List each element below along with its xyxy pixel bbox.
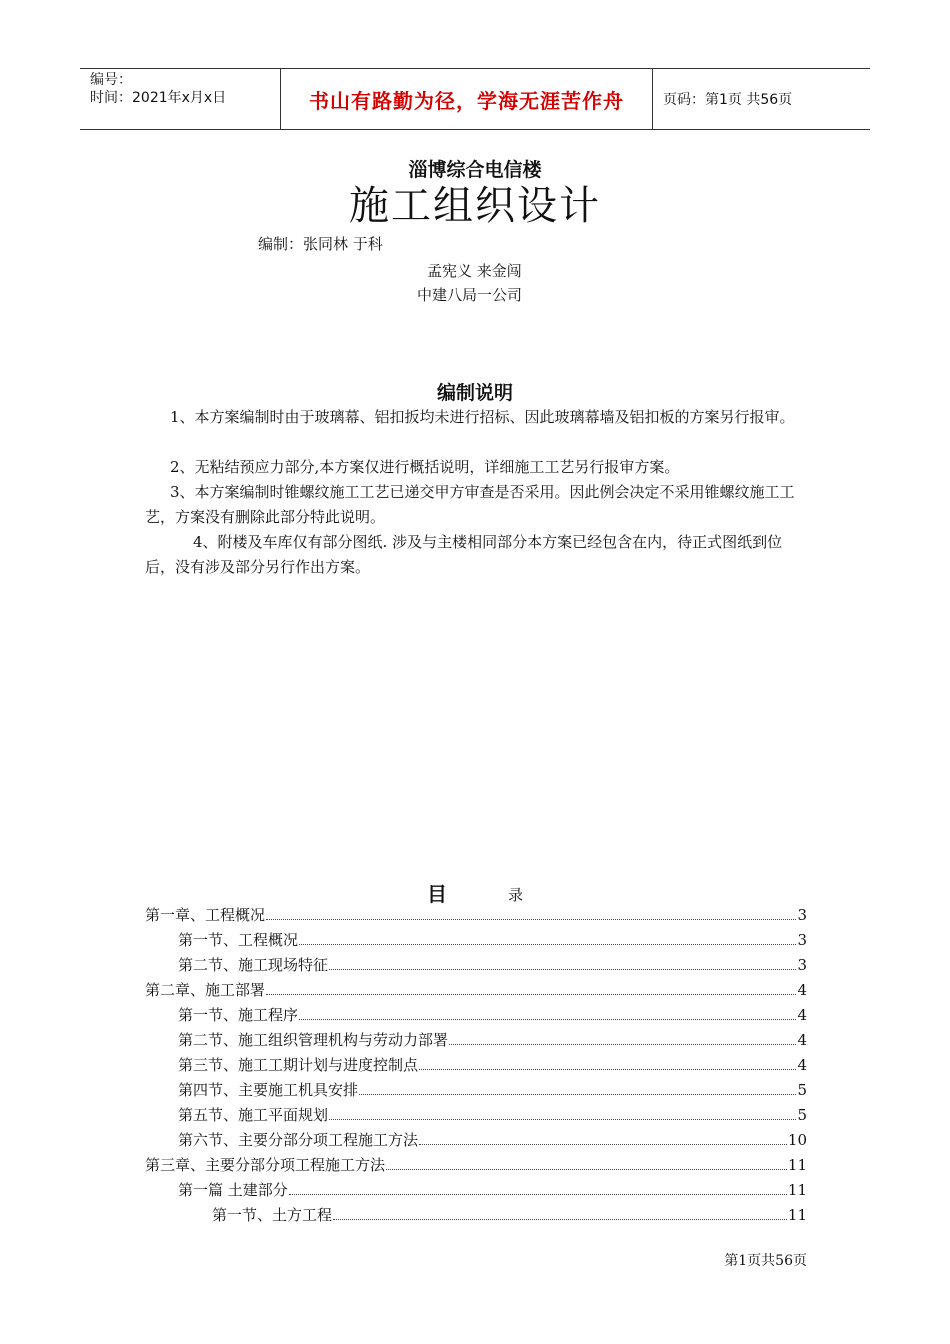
toc-leader-dots: [419, 1130, 787, 1145]
toc-entry-page: 3: [797, 956, 807, 974]
toc-leader-dots: [449, 1030, 796, 1045]
toc-leader-dots: [419, 1055, 796, 1070]
toc-entry-page: 11: [787, 1181, 807, 1199]
note-paragraph-2: 2、无粘结预应力部分,本方案仅进行概括说明，详细施工工艺另行报审方案。: [170, 458, 680, 476]
toc-entry-title: 第一节、工程概况: [178, 931, 299, 949]
toc-entry-title: 第三章、主要分部分项工程施工方法: [145, 1156, 386, 1174]
toc-leader-dots: [289, 1180, 787, 1195]
header-table: [80, 68, 870, 130]
toc-entry-title: 第二节、施工组织管理机构与劳动力部署: [178, 1031, 449, 1049]
toc-leader-dots: [333, 1205, 787, 1220]
toc-entry[interactable]: [178, 1178, 807, 1203]
toc-heading-sub: 录: [508, 886, 524, 904]
toc-entry-title: 第一节、施工程序: [178, 1006, 299, 1024]
toc-entry[interactable]: [178, 1078, 807, 1103]
toc-entry-title: 第四节、主要施工机具安排: [178, 1081, 359, 1099]
toc-entry-page: 4: [797, 1031, 807, 1049]
toc-entry-page: 11: [787, 1156, 807, 1174]
header-meta: [80, 69, 280, 129]
toc-entry-title: 第三节、施工工期计划与进度控制点: [178, 1056, 419, 1074]
toc-leader-dots: [329, 1105, 796, 1120]
toc-entry[interactable]: [212, 1203, 807, 1228]
toc-entry-page: 4: [797, 1006, 807, 1024]
toc-entry[interactable]: [178, 1003, 807, 1028]
document-time: 时间：2021年x月x日: [90, 90, 227, 106]
toc-entry-page: 3: [797, 906, 807, 924]
toc-entry[interactable]: [145, 1153, 807, 1178]
toc-leader-dots: [266, 980, 796, 995]
note-paragraph-4: 4、附楼及车库仅有部分图纸. 涉及与主楼相同部分本方案已经包含在内，待正式图纸到位后，没有涉及部分另行作出方案。: [145, 533, 783, 576]
toc-entry[interactable]: [178, 1103, 807, 1128]
footer-page-info: 第1页共56页: [724, 1253, 807, 1269]
toc-leader-dots: [386, 1155, 787, 1170]
toc-leader-dots: [329, 955, 796, 970]
toc-entry-page: 3: [797, 931, 807, 949]
toc-entry-title: 第二章、施工部署: [145, 981, 266, 999]
document-subtitle: 淄博综合电信楼: [408, 159, 542, 181]
authors-line-2: 孟宪义 来金闯: [427, 262, 522, 280]
toc-entry[interactable]: [178, 928, 807, 953]
header-motto: 书山有路勤为径，学海无涯苦作舟: [280, 69, 653, 129]
toc-entry-page: 5: [797, 1081, 807, 1099]
toc-entry[interactable]: [178, 953, 807, 978]
toc-entry-title: 第一章、工程概况: [145, 906, 266, 924]
toc-entry[interactable]: [145, 903, 807, 928]
toc-entry[interactable]: [178, 1028, 807, 1053]
toc-leader-dots: [299, 930, 796, 945]
toc-entry-title: 第一篇 土建部分: [178, 1181, 288, 1199]
notes-heading: 编制说明: [436, 382, 513, 404]
toc-entry-title: 第二节、施工现场特征: [178, 956, 329, 974]
toc-entry[interactable]: [178, 1128, 807, 1153]
authors-line-1: 编制：张同林 于科: [258, 235, 383, 253]
toc-leader-dots: [266, 905, 796, 920]
toc-entry-page: 11: [787, 1206, 807, 1224]
toc-entry-title: 第六节、主要分部分项工程施工方法: [178, 1131, 419, 1149]
header-page-info: 页码：第1页 共56页: [663, 92, 793, 108]
company-name: 中建八局一公司: [417, 286, 523, 304]
toc-leader-dots: [359, 1080, 796, 1095]
toc-entry-page: 4: [797, 1056, 807, 1074]
toc-entry[interactable]: [178, 1053, 807, 1078]
toc-heading-main: 目: [427, 882, 447, 906]
toc-entry-page: 5: [797, 1106, 807, 1124]
note-paragraph-1: 1、本方案编制时由于玻璃幕、铝扣扳均未进行招标、因此玻璃幕墙及铝扣板的方案另行报审。: [170, 408, 795, 426]
document-title: 施工组织设计: [349, 183, 601, 229]
toc-entry[interactable]: [145, 978, 807, 1003]
toc-leader-dots: [299, 1005, 796, 1020]
toc-entry-title: 第一节、土方工程: [212, 1206, 333, 1224]
toc-entry-page: 4: [797, 981, 807, 999]
toc-entry-title: 第五节、施工平面规划: [178, 1106, 329, 1124]
toc-entry-page: 10: [787, 1131, 807, 1149]
note-paragraph-3: 3、本方案编制时锥螺纹施工工艺已递交甲方审查是否采用。因此例会决定不采用锥螺纹施工工艺，方案没有删除此部分特此说明。: [145, 483, 795, 526]
document-number-label: 编号：: [90, 72, 132, 88]
